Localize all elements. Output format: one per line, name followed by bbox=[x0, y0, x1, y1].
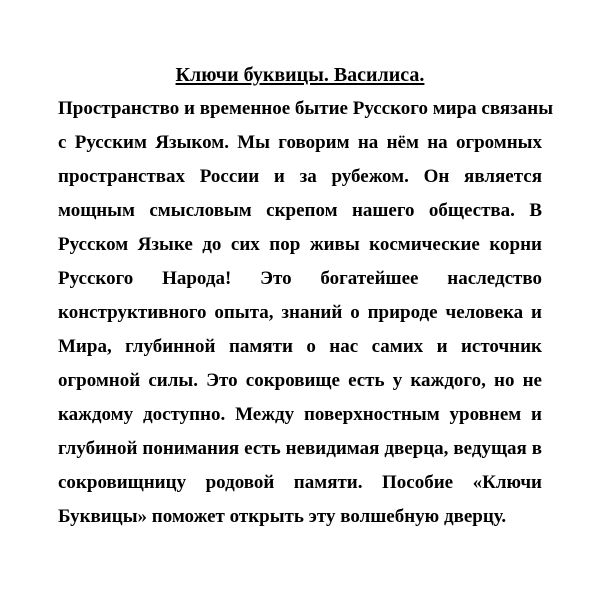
body-line: с Русским Языком. Мы говорим на нём на огромных bbox=[58, 132, 542, 153]
body-line: Буквицы» поможет открыть эту волшебную дверцу. bbox=[58, 506, 507, 527]
body-line: Русском Языке до сих пор живы космические корни bbox=[58, 234, 542, 255]
body-line: огромной силы. Это сокровище есть у каждого, но не bbox=[58, 370, 542, 391]
body-line: пространствах России и за рубежом. Он является bbox=[58, 166, 542, 187]
body-line: сокровищницу родовой памяти. Пособие «Ключи bbox=[58, 472, 542, 493]
body-line: глубиной понимания есть невидимая дверца, ведущая в bbox=[58, 438, 542, 459]
document-body bbox=[58, 92, 554, 534]
body-line: каждому доступно. Между поверхностным уровнем и bbox=[58, 404, 542, 425]
document-title: Ключи буквицы. Василиса. bbox=[175, 64, 425, 86]
body-line: мощным смысловым скрепом нашего общества. В bbox=[58, 200, 542, 221]
body-line: конструктивного опыта, знаний о природе человека и bbox=[58, 302, 542, 323]
body-line: Мира, глубинной памяти о нас самих и источник bbox=[58, 336, 542, 357]
body-line: Русского Народа! Это богатейшее наследство bbox=[58, 268, 542, 289]
body-line: Пространство и временное бытие Русского мира связаны bbox=[58, 98, 554, 119]
